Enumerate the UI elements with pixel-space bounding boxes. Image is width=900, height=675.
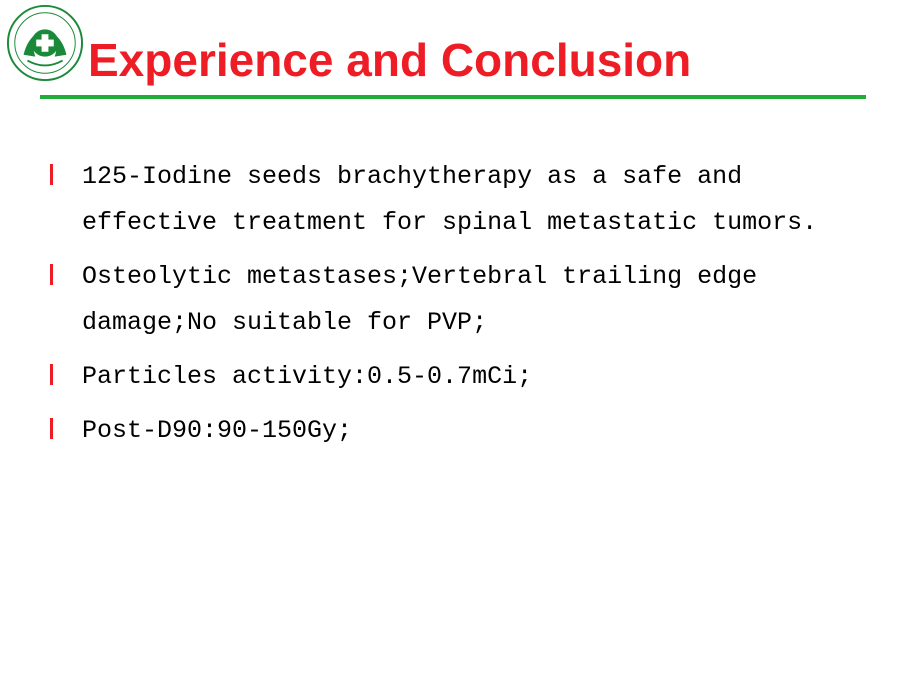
list-item [44, 354, 864, 400]
bullet-marker-icon [50, 164, 53, 185]
bullet-marker-icon [50, 418, 53, 439]
hospital-cross-emblem-icon [6, 4, 84, 82]
bullet-text: Post-D90:90-150Gy; [82, 416, 353, 445]
bullet-marker-icon [50, 264, 53, 285]
bullet-marker-icon [50, 364, 53, 385]
bullet-text: 125-Iodine seeds brachytherapy as a safe and effective treatment for spinal metastatic tumors. [82, 162, 818, 237]
list-item [44, 408, 864, 454]
page-title: Experience and Conclusion [88, 34, 692, 86]
list-item [44, 254, 864, 346]
title-divider [40, 95, 866, 99]
list-item [44, 154, 864, 246]
bullet-list [44, 154, 864, 462]
bullet-text: Osteolytic metastases;Vertebral trailing edge damage;No suitable for PVP; [82, 262, 758, 337]
bullet-text: Particles activity:0.5-0.7mCi; [82, 362, 533, 391]
